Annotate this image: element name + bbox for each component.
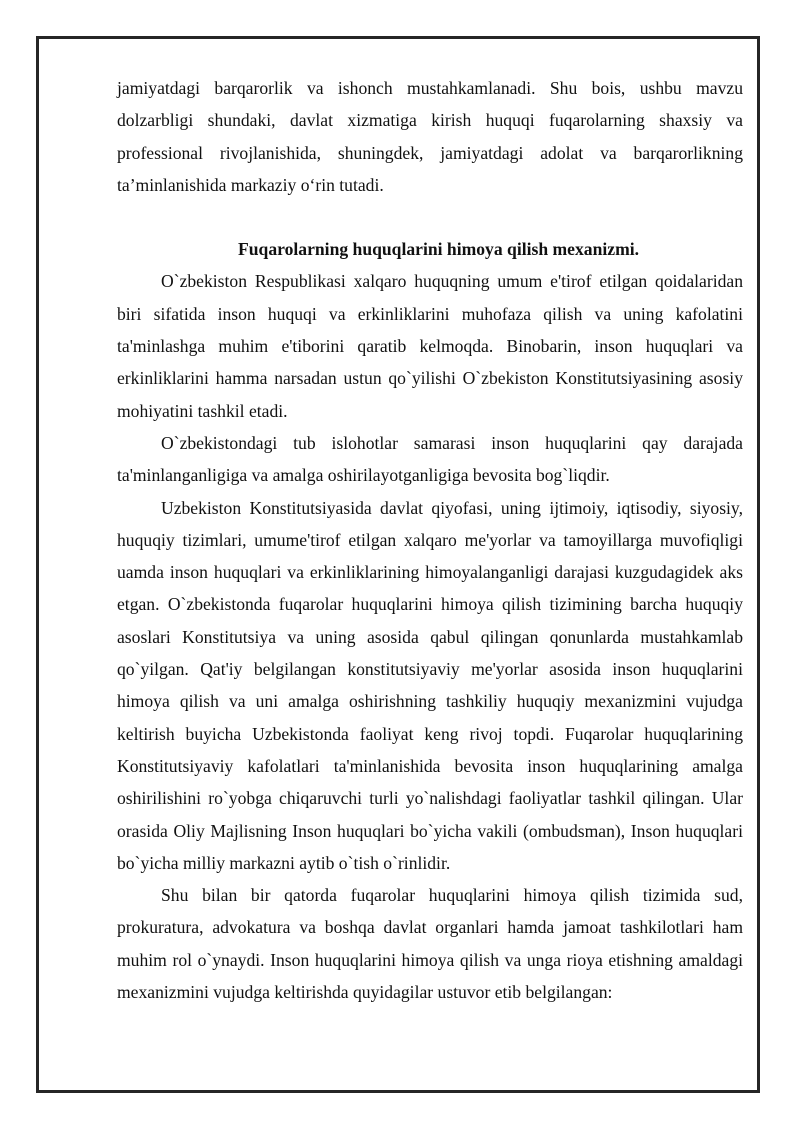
- paragraph-3: Uzbekiston Konstitutsiyasida davlat qiyofasi, uning ijtimoiy, iqtisodiy, siyosiy, huquqiy tizimlari, umume'tirof etilgan xalqaro me'yorlar va tamoyillarga muvofiqligi uamda inson huquqlari va erkinliklarining himoyalanganligi darajasi kuzgudagidek aks etgan. O`zbekistonda fuqarolar huquqlarini himoya qilish tizimining barcha huquqiy asoslari Konstitutsiya va uning asosida qabul qilingan qonunlarda mustahkamlab qo`yilgan. Qat'iy belgilangan konstitutsiyaviy me'yorlar asosida inson huquqlarini himoya qilish va uni amalga oshirishning tashkiliy huquqiy mexanizmini vujudga keltirish buyicha Uzbekistonda faoliyat keng rivoj topdi. Fuqarolar huquqlarining Konstitutsiyaviy kafolatlari ta'minlanishida bevosita inson huquqlarining amalga oshirilishini ro`yobga chiqaruvchi turli yo`nalishdagi faoliyatlar tashkil qilingan. Ular orasida Oliy Majlisning Inson huquqlari bo`yicha vakili (ombudsman), Inson huquqlari bo`yicha milliy markazni aytib o`tish o`rinlidir.: [117, 497, 743, 873]
- paragraph-1: O`zbekiston Respublikasi xalqaro huquqning umum e'tirof etilgan qoidalaridan biri sifatida inson huquqi va erkinliklarini muhofaza qilish va uning kafolatini ta'minlashga muhim e'tiborini qaratib kelmoqda. Binobarin, inson huquqlari va erkinliklarini hamma narsadan ustun qo`yilishi O`zbekiston Konstitutsiyasining asosiy mohiyatini tashkil etadi.: [117, 271, 743, 421]
- document-body: [117, 72, 743, 1008]
- paragraph-2: O`zbekistondagi tub islohotlar samarasi inson huquqlarini qay darajada ta'minlanganligiga va amalga oshirilayotganligiga bevosita bog`liqdir.: [117, 432, 743, 486]
- paragraph-4: Shu bilan bir qatorda fuqarolar huquqlarini himoya qilish tizimida sud, prokuratura, advokatura va boshqa davlat organlari hamda jamoat tashkilotlari ham muhim rol o`ynaydi. Inson huquqlarini himoya qilish va unga rioya etishning amaldagi mexanizmini vujudga keltirishda quyidagilar ustuvor etib belgilangan:: [117, 885, 743, 1003]
- section-heading: Fuqarolarning huquqlarini himoya qilish mexanizmi.: [238, 239, 640, 260]
- paragraph-intro-continuation: jamiyatdagi barqarorlik va ishonch mustahkamlanadi. Shu bois, ushbu mavzu dolzarbligi shundaki, davlat xizmatiga kirish huquqi fuqarolarning shaxsiy va professional rivojlanishida, shuningdek, jamiyatdagi adolat va barqarorlikning ta’minlanishida markaziy o‘rin tutadi.: [117, 78, 743, 195]
